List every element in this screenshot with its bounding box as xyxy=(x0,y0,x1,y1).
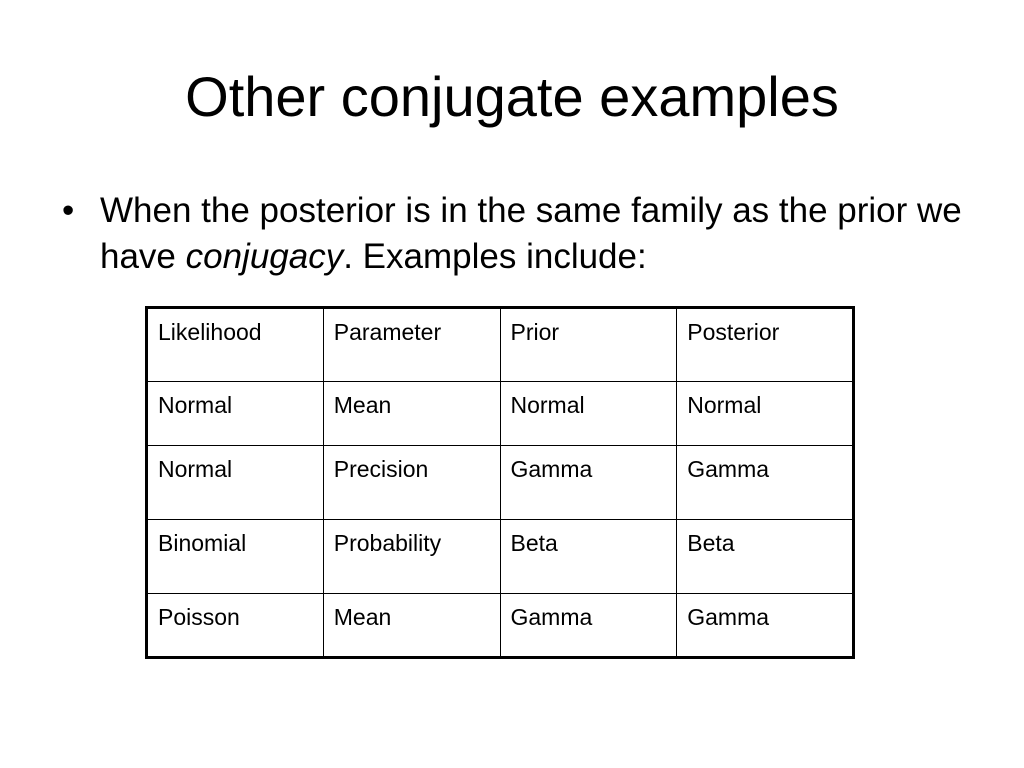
bullet-point xyxy=(62,188,962,280)
table-row xyxy=(147,446,854,520)
table-cell: Binomial xyxy=(147,520,324,594)
table-cell: Gamma xyxy=(677,594,854,658)
table-cell: Poisson xyxy=(147,594,324,658)
table-cell: Beta xyxy=(500,520,677,594)
table-cell: Gamma xyxy=(500,594,677,658)
table-cell: Normal xyxy=(677,382,854,446)
bullet-marker: • xyxy=(62,191,75,230)
header-cell-prior: Prior xyxy=(500,308,677,382)
table-row xyxy=(147,594,854,658)
table-row xyxy=(147,382,854,446)
bullet-emphasis: conjugacy xyxy=(185,237,344,276)
table-cell: Normal xyxy=(147,382,324,446)
header-cell-posterior: Posterior xyxy=(677,308,854,382)
table-cell: Probability xyxy=(323,520,500,594)
table-cell: Beta xyxy=(677,520,854,594)
bullet-text-before: When the posterior is in the same family as the prior we have xyxy=(100,191,962,276)
bullet-text-after: . Examples include: xyxy=(343,237,647,276)
slide-title: Other conjugate examples xyxy=(185,65,839,128)
header-cell-likelihood: Likelihood xyxy=(147,308,324,382)
header-cell-parameter: Parameter xyxy=(323,308,500,382)
table-cell: Gamma xyxy=(500,446,677,520)
table-cell: Precision xyxy=(323,446,500,520)
table-cell: Gamma xyxy=(677,446,854,520)
table-cell: Normal xyxy=(147,446,324,520)
table-cell: Normal xyxy=(500,382,677,446)
bullet-text xyxy=(100,188,962,280)
table-row xyxy=(147,520,854,594)
table-cell: Mean xyxy=(323,382,500,446)
table-header-row xyxy=(147,308,854,382)
table-cell: Mean xyxy=(323,594,500,658)
conjugate-table xyxy=(145,306,855,659)
